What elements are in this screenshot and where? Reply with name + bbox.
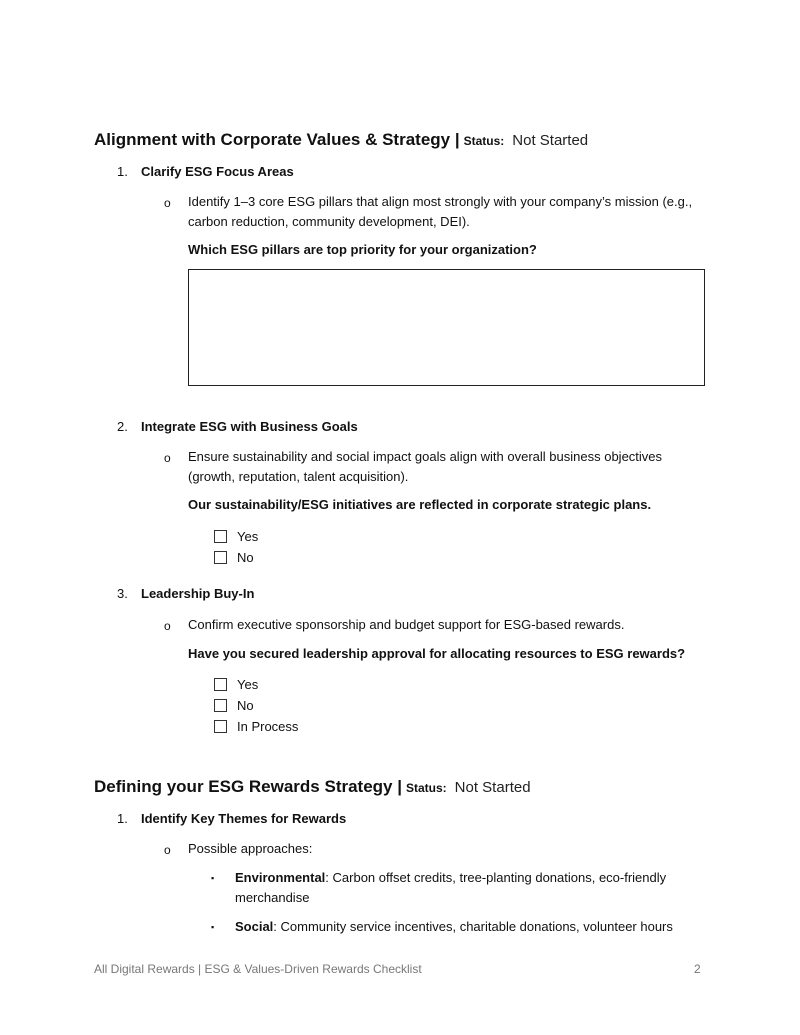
item-description: Identify 1–3 core ESG pillars that align most strongly with your company’s mission (e.g., carbon reduction, community development, DEI). [188,194,693,229]
item-title: Identify Key Themes for Rewards [141,811,347,826]
option-yes[interactable] [214,674,258,694]
circle-bullet-icon: o [164,619,171,633]
option-yes[interactable] [214,526,258,546]
circle-bullet-icon: o [164,451,171,465]
numbered-item [117,586,254,601]
sub-item-text: : Carbon offset credits, tree-planting donations, eco-friendly merchandise [235,870,667,905]
answer-text-box[interactable] [188,269,705,386]
checkbox[interactable] [214,720,227,733]
option-label: No [237,549,254,565]
item-description: Confirm executive sponsorship and budget support for ESG-based rewards. [188,617,625,632]
status-label: Status: [463,134,505,148]
status-value[interactable]: Not Started [454,779,531,796]
sub-item-label: Social [235,919,274,934]
option-no[interactable] [214,547,254,567]
question-text: Our sustainability/ESG initiatives are reflected in corporate strategic plans. [188,497,652,512]
option-label: Yes [237,528,259,544]
sub-item-label: Environmental [235,870,326,885]
section-heading-strategy [94,777,531,797]
item-title: Leadership Buy-In [141,586,255,601]
option-in-process[interactable] [214,716,298,736]
question-text: Which ESG pillars are top priority for your organization? [188,242,537,257]
sub-item-text: : Community service incentives, charitable donations, volunteer hours [273,919,673,934]
option-no[interactable] [214,695,254,715]
footer-text: All Digital Rewards | ESG & Values-Driven Rewards Checklist [94,962,422,976]
square-bullet-icon: ▪ [211,873,215,883]
numbered-item [117,419,358,434]
square-bullet-icon: ▪ [211,922,215,932]
checkbox[interactable] [214,699,227,712]
page-number: 2 [694,962,701,976]
item-title: Integrate ESG with Business Goals [141,419,358,434]
item-description: Ensure sustainability and social impact goals align with overall business objectives (growth, reputation, talent acquisition). [188,449,663,484]
checkbox[interactable] [214,551,227,564]
item-title: Clarify ESG Focus Areas [141,164,294,179]
item-description: Possible approaches: [188,841,313,856]
item-number: 3. [117,586,128,601]
checkbox[interactable] [214,530,227,543]
section-title: Alignment with Corporate Values & Strategy | [94,130,460,149]
sub-item [235,917,705,937]
option-label: No [237,697,254,713]
checkbox[interactable] [214,678,227,691]
status-value[interactable]: Not Started [512,132,589,149]
item-number: 1. [117,164,128,179]
circle-bullet-icon: o [164,843,171,857]
status-label: Status: [406,781,447,795]
sub-item [235,868,705,908]
numbered-item [117,164,294,179]
item-number: 2. [117,419,128,434]
section-title: Defining your ESG Rewards Strategy | [94,777,402,796]
option-label: In Process [237,718,299,734]
question-text: Have you secured leadership approval for allocating resources to ESG rewards? [188,646,686,661]
numbered-item [117,811,346,826]
section-heading-alignment [94,130,588,150]
circle-bullet-icon: o [164,196,171,210]
option-label: Yes [237,676,259,692]
item-number: 1. [117,811,128,826]
